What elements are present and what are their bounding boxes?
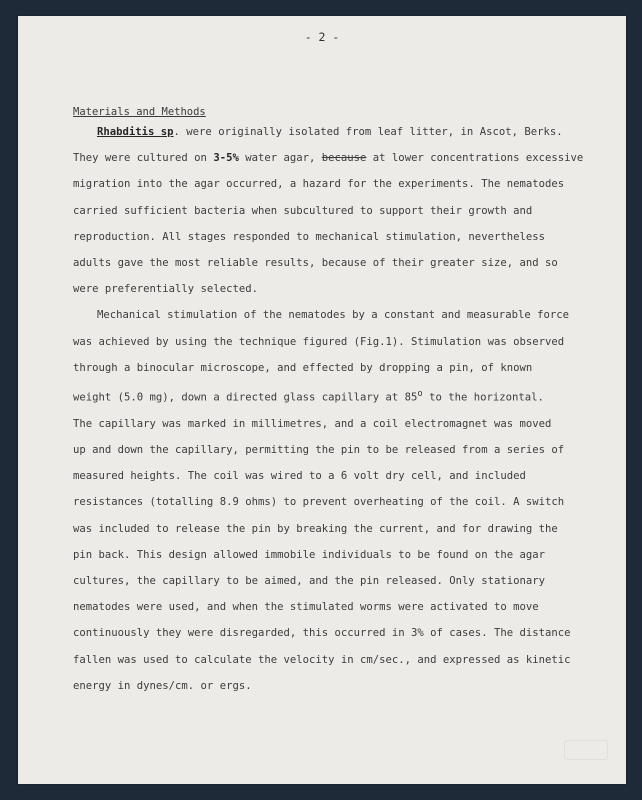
text-line: measured heights. The coil was wired to a 6 volt dry cell, and included [73,470,526,483]
paragraph-1 [73,119,603,302]
document-body [73,119,603,699]
line-text: water agar, [238,152,322,165]
text-line [73,381,603,411]
text-line: migration into the agar occurred, a hazard for the experiments. The nematodes [73,178,565,191]
paragraph-2 [73,302,603,699]
text-line: Mechanical stimulation of the nematodes by a constant and measurable force [97,309,569,322]
text-line: energy in dynes/cm. or ergs. [73,679,252,692]
text-line: The capillary was marked in millimetres, and a coil electromagnet was moved [73,417,552,430]
line-text: They were cultured on [73,152,214,165]
text-line: adults gave the most reliable results, because of their greater size, and so [73,257,558,270]
line-text: to the horizontal. [422,391,544,404]
text-line: were preferentially selected. [73,283,258,296]
text-line: cultures, the capillary to be aimed, and the pin released. Only stationary [73,574,545,587]
section-heading: Materials and Methods [73,106,206,118]
text-line: resistances (totalling 8.9 ohms) to prevent overheating of the coil. A switch [73,496,565,509]
text-line: up and down the capillary, permitting the pin to be released from a series of [73,443,565,456]
degree-mark: o [417,389,423,400]
text-line: reproduction. All stages responded to mechanical stimulation, nevertheless [73,230,545,243]
text-line: was achieved by using the technique figured (Fig.1). Stimulation was observed [73,335,565,348]
line-text: . were originally isolated from leaf litter, in Ascot, Berks. [173,126,563,138]
text-line [73,145,603,171]
text-line: nematodes were used, and when the stimulated worms were activated to move [73,601,539,614]
text-line: was included to release the pin by breaking the current, and for drawing the [73,522,558,535]
document-page [18,16,626,784]
line-text: at lower concentrations excessive [366,152,584,165]
page-number: - 2 - [304,30,340,44]
text-line: pin back. This design allowed immobile individuals to be found on the agar [73,548,545,561]
text-line: through a binocular microscope, and effected by dropping a pin, of known [73,361,533,374]
text-line: fallen was used to calculate the velocity in cm/sec., and expressed as kinetic [73,653,571,666]
text-line: continuously they were disregarded, this occurred in 3% of cases. The distance [73,627,571,640]
struck-word: because [321,152,367,165]
concentration-value: 3-5% [213,152,239,165]
text-line: carried sufficient bacteria when subcultured to support their growth and [73,204,533,217]
faint-stamp-mark [564,740,608,760]
genus-name: Rhabditis sp [97,126,174,138]
text-line [73,119,603,145]
line-text: weight (5.0 mg), down a directed glass capillary at 85 [73,391,418,404]
